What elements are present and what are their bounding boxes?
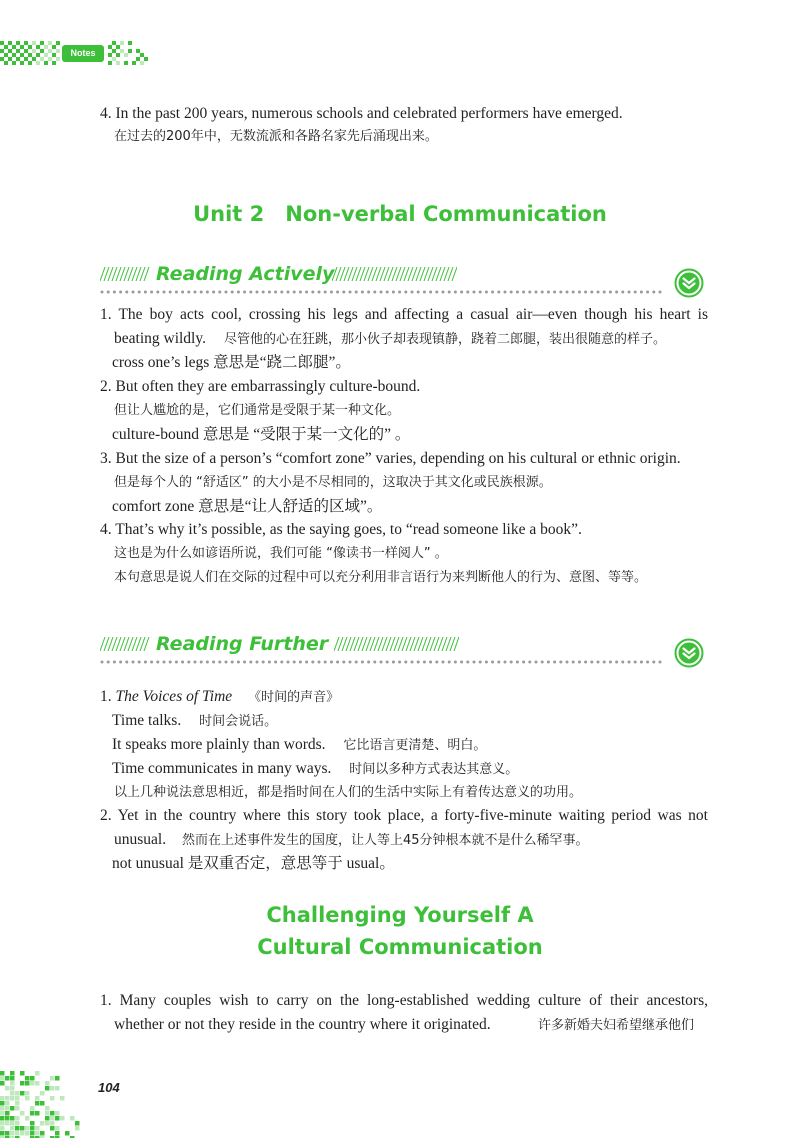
challenge-title-2: Cultural Communication	[257, 935, 543, 959]
ch-item-1-en-2: whether or not they reside in the country where it originated.	[114, 1016, 491, 1033]
line-en: Time talks.	[112, 712, 182, 729]
chevron-down-icon[interactable]	[674, 638, 704, 668]
ra-item-1-en-2: beating wildly.	[114, 330, 206, 347]
line-zh: 时间以多种方式表达其意义。	[349, 762, 519, 777]
chevron-down-icon[interactable]	[674, 268, 704, 298]
rf-item-2-en-1: 2. Yet in the country where this story took place, a forty-five-minute waiting period was not	[100, 807, 708, 824]
rf-item-1-line-1	[112, 711, 277, 732]
dotted-divider	[100, 290, 668, 294]
rf-item-1-num: 1.	[100, 688, 112, 705]
ra-item-2-en: 2. But often they are embarrassingly culture-bound.	[100, 378, 421, 395]
ch-item-1-en-1: 1. Many couples wish to carry on the long-established wedding culture of their ancestors,	[100, 992, 708, 1009]
rf-item-1-heading	[100, 687, 339, 708]
rf-item-1-title-zh: 《时间的声音》	[248, 690, 340, 705]
ra-item-4-zh: 这也是为什么如谚语所说，我们可能 “像读书一样阅人” 。	[114, 546, 448, 561]
ra-item-2-zh: 但让人尴尬的是，它们通常是受限于某一种文化。	[114, 403, 401, 418]
unit-title: Unit 2 Non-verbal Communication	[193, 202, 607, 226]
challenge-title-1: Challenging Yourself A	[266, 903, 534, 927]
hatch-decoration-left	[100, 266, 150, 282]
line-en: Time communicates in many ways.	[112, 760, 332, 777]
ra-item-1-en-1: 1. The boy acts cool, crossing his legs and affecting a casual air—even though his heart is	[100, 306, 708, 323]
section-header-reading-actively	[100, 262, 710, 306]
ra-item-1-zh: 尽管他的心在狂跳，那小伙子却表现镇静，跷着二郎腿，装出很随意的样子。	[224, 332, 667, 347]
ra-item-1-note: cross one’s legs 意思是“跷二郎腿”。	[112, 354, 351, 371]
line-en: It speaks more plainly than words.	[112, 736, 326, 753]
ra-item-3-note: comfort zone 意思是“让人舒适的区域”。	[112, 498, 383, 515]
rf-item-2-note: not unusual 是双重否定，意思等于 usual。	[112, 855, 395, 872]
page-number: 104	[98, 1080, 120, 1095]
intro-item-en: 4. In the past 200 years, numerous schools and celebrated performers have emerged.	[100, 105, 623, 122]
ra-item-3-zh: 但是每个人的 “舒适区” 的大小是不尽相同的，这取决于其文化或民族根源。	[114, 475, 552, 490]
hatch-decoration-left	[100, 636, 150, 652]
line-zh: 时间会说话。	[199, 714, 278, 729]
rf-item-1-line-2	[112, 735, 486, 756]
section-header-reading-further	[100, 632, 710, 676]
ra-item-2-note: culture-bound 意思是 “受限于某一文化的” 。	[112, 426, 411, 443]
rf-item-1-line-3	[112, 759, 518, 780]
hatch-decoration-right	[332, 266, 457, 282]
section-title: Reading Further	[156, 633, 329, 655]
ra-item-4-en: 4. That’s why it’s possible, as the saying goes, to “read someone like a book”.	[100, 521, 582, 538]
rf-item-2-en-2: unusual.	[114, 831, 167, 848]
footer-pixel-pattern	[0, 1066, 95, 1138]
notes-tab: Notes	[62, 45, 104, 62]
rf-item-1-title-en: The Voices of Time	[115, 688, 233, 705]
intro-item-zh: 在过去的200年中，无数流派和各路名家先后涌现出来。	[114, 129, 438, 144]
hatch-decoration-right	[334, 636, 459, 652]
dotted-divider	[100, 660, 668, 664]
section-title: Reading Actively	[156, 263, 335, 285]
line-zh: 它比语言更清楚、明白。	[343, 738, 487, 753]
rf-item-1-note: 以上几种说法意思相近，都是指时间在人们的生活中实际上有着传达意义的功用。	[114, 785, 583, 800]
rf-item-2-zh: 然而在上述事件发生的国度，让人等上45分钟根本就不是什么稀罕事。	[182, 833, 589, 848]
ra-item-4-note: 本句意思是说人们在交际的过程中可以充分利用非言语行为来判断他人的行为、意图、等等。	[114, 570, 648, 585]
ra-item-3-en: 3. But the size of a person’s “comfort zone” varies, depending on his cultural or ethnic origin.	[100, 450, 681, 467]
ch-item-1-zh: 许多新婚夫妇希望继承他们	[538, 1018, 695, 1033]
